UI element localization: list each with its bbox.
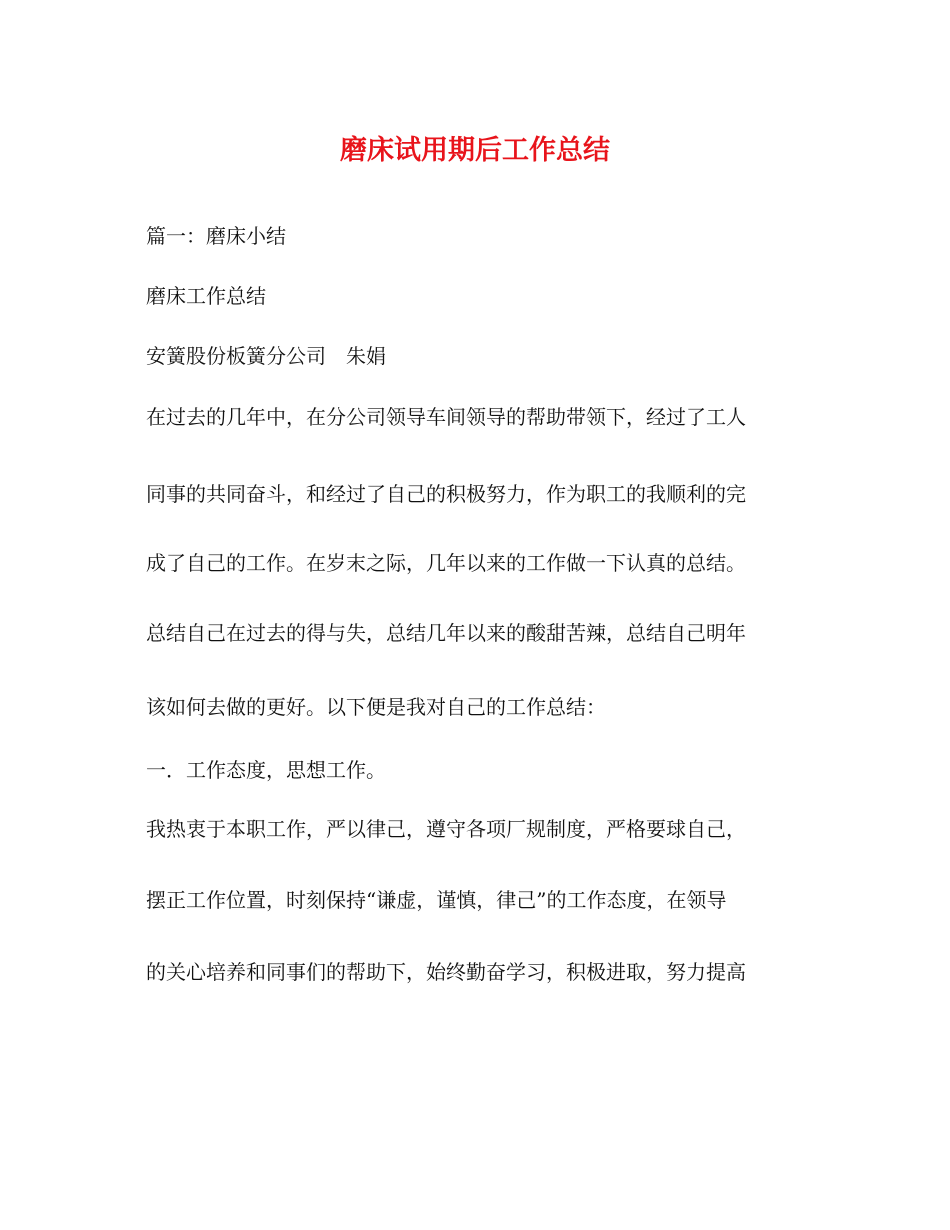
author-line: 安簧股份板簧分公司 朱娟 xyxy=(146,344,386,368)
paragraph-line: 成了自己的工作。在岁末之际，几年以来的工作做一下认真的总结。 xyxy=(146,551,746,575)
section-heading: 一．工作态度，思想工作。 xyxy=(146,758,386,782)
paragraph-line: 同事的共同奋斗，和经过了自己的积极努力，作为职工的我顺利的完 xyxy=(146,482,746,506)
section-heading: 篇一：磨床小结 xyxy=(146,224,286,248)
paragraph-line: 我热衷于本职工作，严以律己，遵守各项厂规制度，严格要球自己， xyxy=(146,817,746,841)
paragraph-line: 总结自己在过去的得与失，总结几年以来的酸甜苦辣，总结自己明年 xyxy=(146,621,746,645)
paragraph-line: 该如何去做的更好。以下便是我对自己的工作总结： xyxy=(146,695,606,719)
document-title: 磨床试用期后工作总结 xyxy=(340,135,610,166)
sub-title: 磨床工作总结 xyxy=(146,284,266,308)
paragraph-line: 的关心培养和同事们的帮助下，始终勤奋学习，积极进取，努力提高 xyxy=(146,960,746,984)
paragraph-line: 在过去的几年中，在分公司领导车间领导的帮助带领下，经过了工人 xyxy=(146,405,746,429)
paragraph-line: 摆正工作位置，时刻保持“谦虚，谨慎，律己”的工作态度，在领导 xyxy=(146,888,727,912)
